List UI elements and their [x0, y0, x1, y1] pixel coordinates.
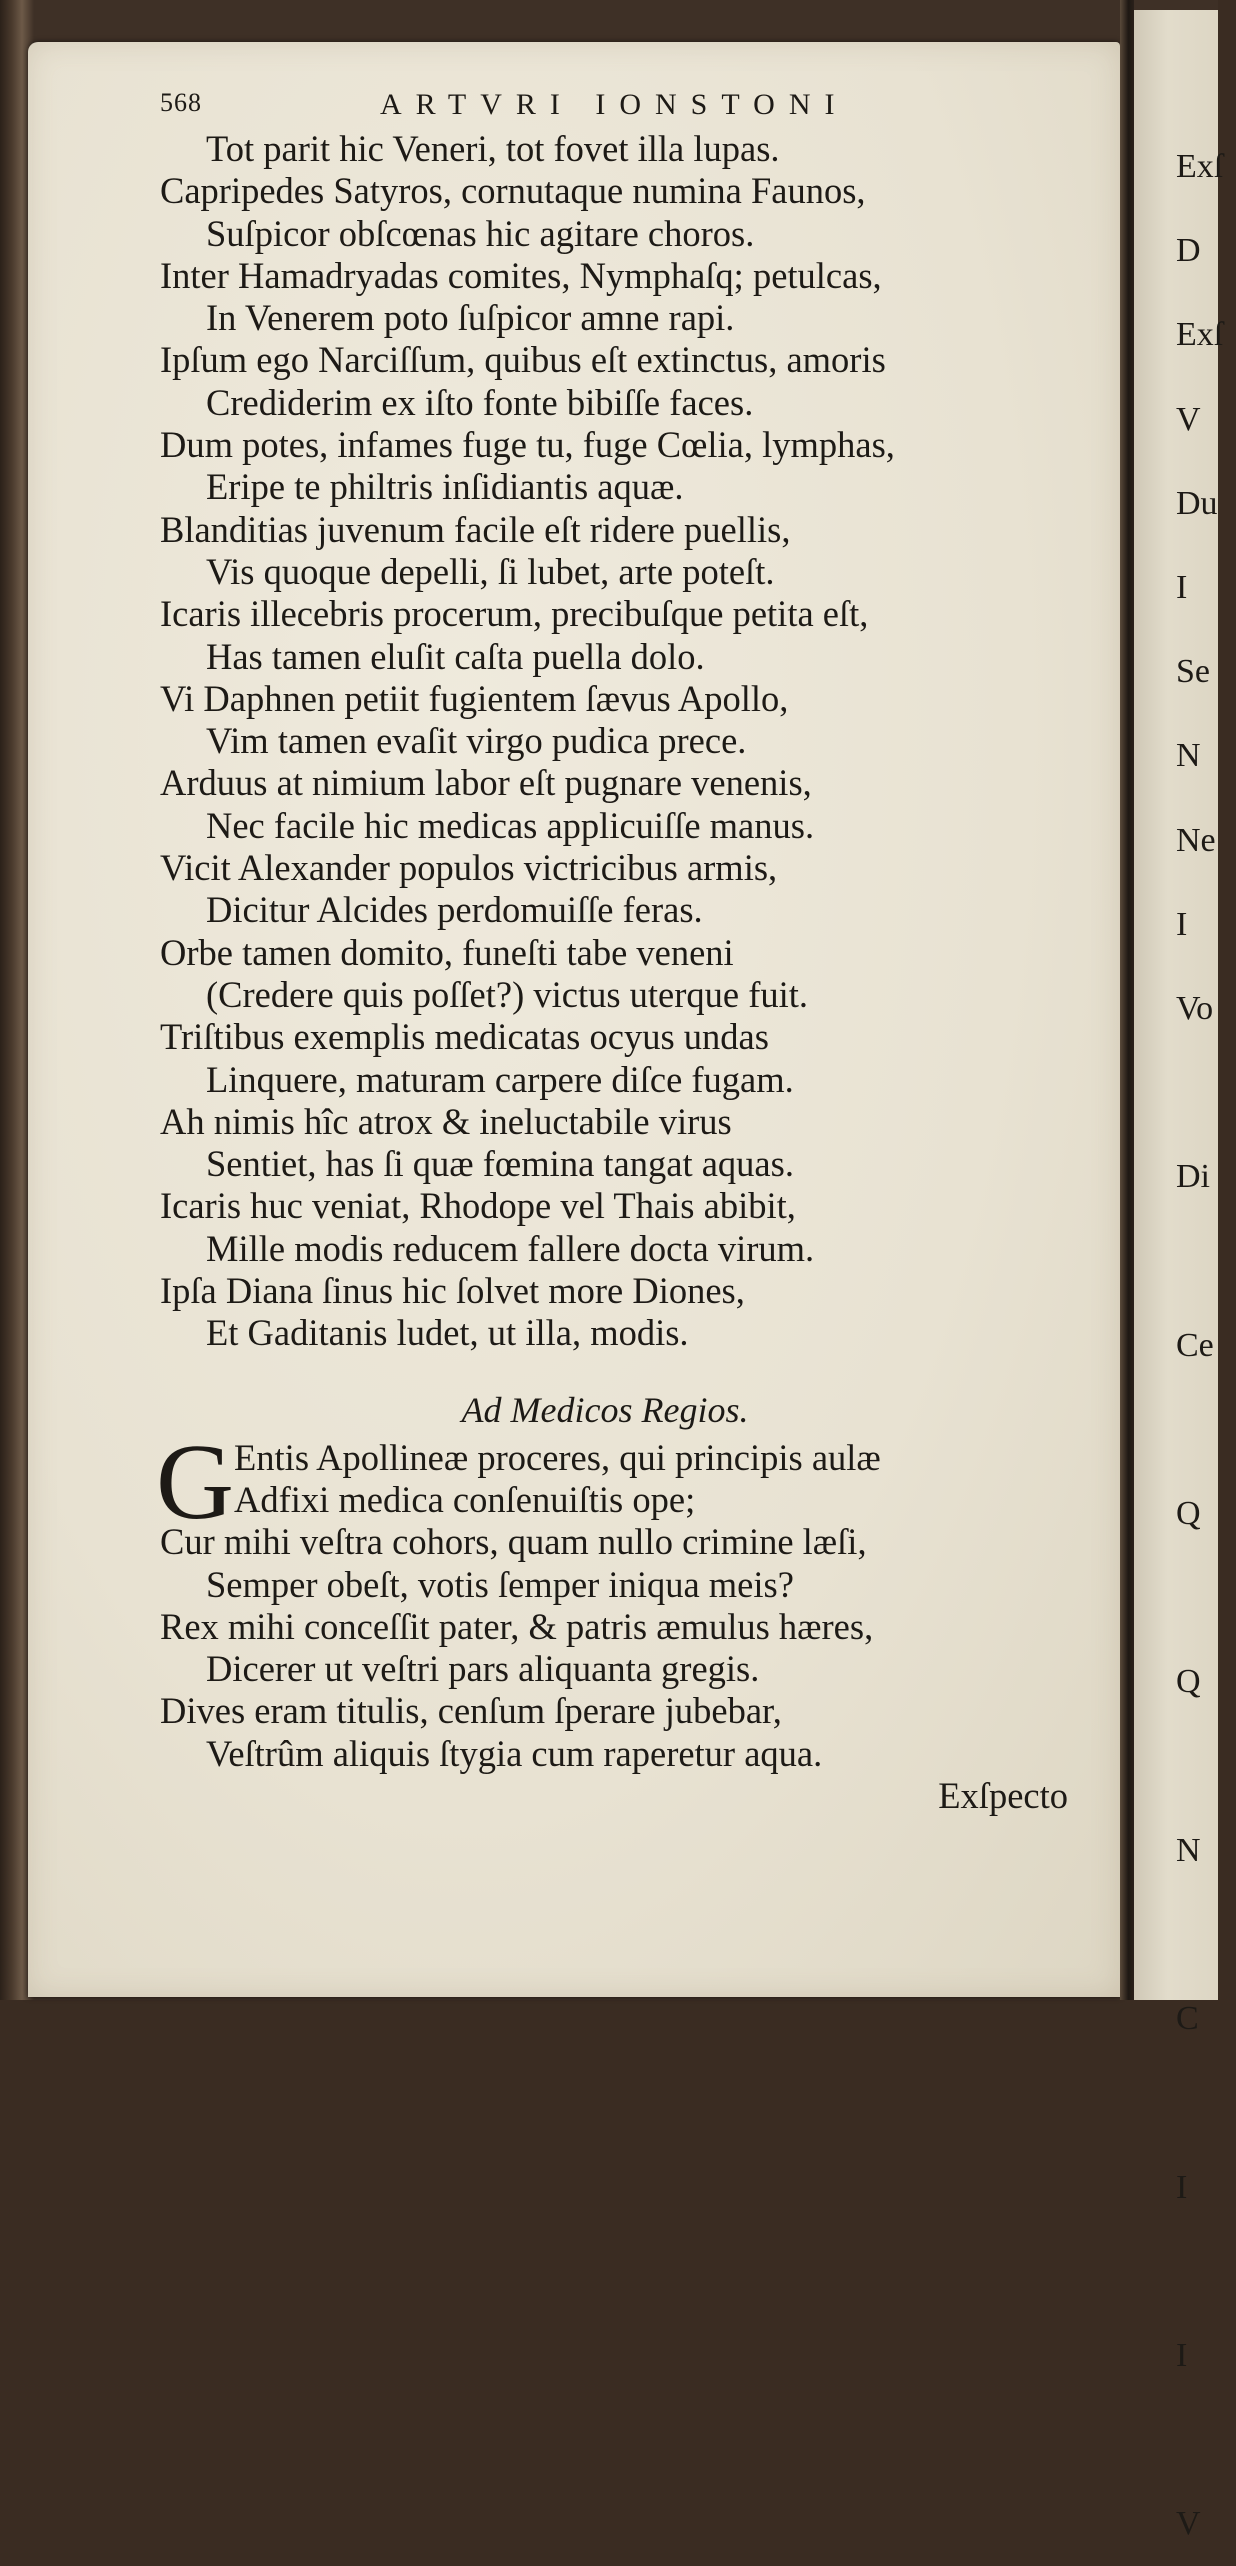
- running-head: ARTVRI IONSTONI: [380, 88, 849, 121]
- drop-cap: G: [156, 1422, 234, 1542]
- right-page-fragment: D: [1176, 232, 1201, 270]
- right-page-fragment: V: [1176, 400, 1201, 438]
- poem-line: Icaris illecebris procerum, precibuſque petita eſt,: [160, 593, 869, 635]
- poem-line: Icaris huc veniat, Rhodope vel Thais abibit,: [160, 1185, 796, 1227]
- right-page-fragment: Q: [1176, 1663, 1201, 1701]
- right-page-fragment: I: [1176, 905, 1188, 943]
- poem-line: Vis quoque depelli, ſi lubet, arte poteſt.: [206, 550, 775, 592]
- poem-line: Ah nimis hîc atrox & ineluctabile virus: [160, 1100, 732, 1142]
- right-page-fragment: Exſ: [1176, 148, 1224, 185]
- right-page-fragment: [1176, 2398, 1236, 2482]
- poem-line: Vicit Alexander populos victricibus armis,: [160, 847, 778, 889]
- right-page-fragment: [1176, 1388, 1236, 1472]
- page-header: [160, 88, 940, 124]
- poem-line: Has tamen eluſit caſta puella dolo.: [206, 635, 705, 677]
- right-page-fragment: Q: [1176, 1495, 1201, 1532]
- section-title: Ad Medicos Regios.: [461, 1389, 749, 1430]
- right-page-fragment: Ce: [1176, 1326, 1214, 1364]
- page-text: [156, 128, 1080, 1817]
- right-page-fragment: [1176, 2061, 1236, 2145]
- poem-line: Eripe te philtris inſidiantis aquæ.: [206, 466, 684, 508]
- right-page-fragment: I: [1176, 2336, 1188, 2374]
- right-page-fragment: Ne: [1176, 821, 1216, 859]
- poem-line: Sentiet, has ſi quæ fœmina tangat aquas.: [206, 1143, 794, 1185]
- right-page-fragment: I: [1176, 2168, 1188, 2206]
- section-line: Dives eram titulis, cenſum ſperare jubebar,: [160, 1690, 782, 1732]
- poem-line: Mille modis reducem fallere docta virum.: [206, 1227, 815, 1269]
- right-page-text-fragments: [1176, 125, 1236, 2566]
- poem-line: Inter Hamadryadas comites, Nymphaſq; petulcas,: [160, 254, 882, 296]
- right-page-fragment: N: [1176, 1831, 1201, 1869]
- poem-line: Dicitur Alcides perdomuiſſe feras.: [206, 889, 703, 931]
- opening-line-2: Adfixi medica conſenuiſtis ope;: [234, 1478, 696, 1520]
- right-page-fragment: Exſ: [1176, 316, 1224, 354]
- poem-line: Suſpicor obſcœnas hic agitare choros.: [206, 212, 755, 254]
- poem-line: Capripedes Satyros, cornutaque numina Faunos,: [160, 170, 866, 212]
- right-page-fragment: [1176, 2230, 1236, 2314]
- poem-line: Orbe tamen domito, funeſti tabe veneni: [160, 931, 734, 973]
- right-page-fragment: Di: [1176, 1158, 1210, 1196]
- poem-continuation: [160, 128, 1080, 1355]
- section-line: Semper obeſt, votis ſemper iniqua meis?: [206, 1563, 794, 1605]
- poem-line: Tot parit hic Veneri, tot fovet illa lupas.: [206, 128, 780, 169]
- right-page-fragment: I: [1176, 568, 1188, 606]
- section-poem: [160, 1521, 1080, 1775]
- right-page-fragment: [1176, 1893, 1236, 1977]
- poem-line: (Credere quis poſſet?) victus uterque fuit.: [206, 973, 809, 1015]
- poem-line: Ipſum ego Narciſſum, quibus eſt extinctus, amoris: [160, 339, 886, 381]
- right-page-fragment: [1176, 1219, 1236, 1303]
- section-line: Veſtrûm aliquis ſtygia cum raperetur aqua.: [206, 1732, 823, 1774]
- catchword: Exſpecto: [938, 1774, 1068, 1816]
- poem-line: Arduus at nimium labor eſt pugnare venenis,: [160, 762, 812, 804]
- poem-line: In Venerem poto ſuſpicor amne rapi.: [206, 297, 735, 339]
- book-gutter: [1120, 0, 1134, 2000]
- poem-line: Blanditias juvenum facile eſt ridere puellis,: [160, 508, 791, 550]
- poem-line: Vi Daphnen petiit fugientem ſævus Apollo,: [160, 677, 789, 719]
- poem-line: Ipſa Diana ſinus hic ſolvet more Diones,: [160, 1270, 745, 1312]
- section-line: Rex mihi conceſſit pater, & patris æmulus hæres,: [160, 1605, 874, 1647]
- poem-line: Linquere, maturam carpere diſce fugam.: [206, 1058, 794, 1100]
- page-number: 568: [160, 88, 202, 117]
- poem-line: Nec facile hic medicas applicuiſſe manus.: [206, 804, 815, 846]
- right-page-fragment: C: [1176, 2000, 1199, 2038]
- right-page-fragment: Du: [1176, 484, 1218, 522]
- right-page-fragment: Se: [1176, 653, 1210, 691]
- poem-line: Vim tamen evaſit virgo pudica prece.: [206, 720, 747, 762]
- right-page-fragment: V: [1176, 2505, 1201, 2543]
- poem-line: Et Gaditanis ludet, ut illa, modis.: [206, 1312, 689, 1354]
- right-page-fragment: [1176, 1051, 1236, 1135]
- poem-line: Crediderim ex iſto fonte bibiſſe faces.: [206, 381, 754, 423]
- section-line: Dicerer ut veſtri pars aliquanta gregis.: [206, 1648, 760, 1690]
- right-page-fragment: [1176, 1556, 1236, 1640]
- right-page-fragment: Vo: [1176, 989, 1214, 1027]
- right-page-fragment: N: [1176, 737, 1201, 775]
- section-line: Cur mihi veſtra cohors, quam nullo crimine læſi,: [160, 1521, 867, 1563]
- poem-line: Dum potes, infames fuge tu, fuge Cœlia, lymphas,: [160, 424, 895, 466]
- opening-line-1: Entis Apollineæ proceres, qui principis aulæ: [234, 1436, 881, 1478]
- right-page-fragment: [1176, 1725, 1236, 1809]
- poem-line: Triſtibus exemplis medicatas ocyus undas: [160, 1016, 769, 1058]
